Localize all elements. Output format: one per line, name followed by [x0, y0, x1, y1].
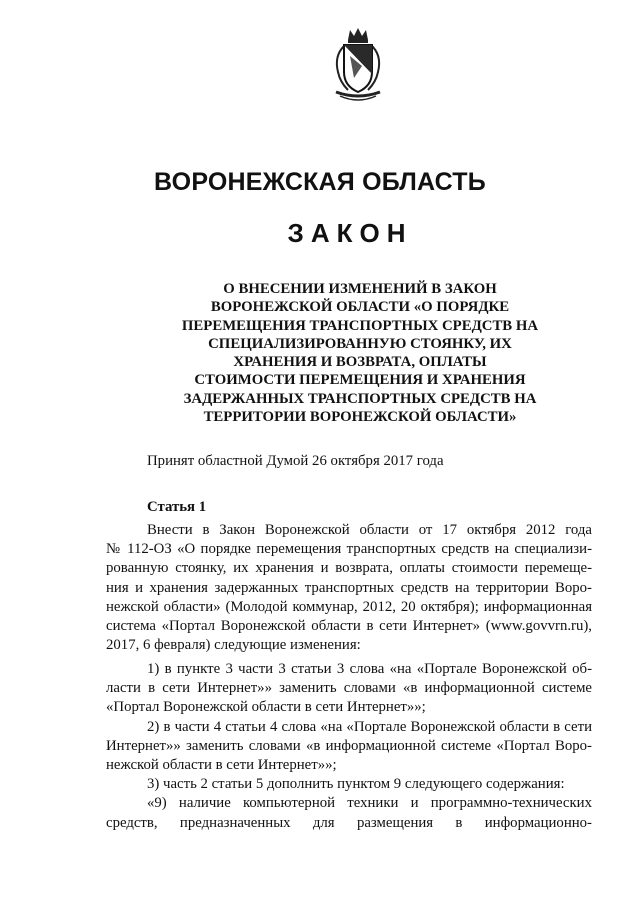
region-heading: ВОРОНЕЖСКАЯ ОБЛАСТЬ	[154, 168, 486, 196]
amendments-list	[106, 660, 592, 833]
text-line: ния и хранения задержанных транспортных средств на территории Воро-	[106, 579, 592, 596]
text-line: ласти в сети Интернет»» заменить словами «в информационной системе	[106, 680, 592, 697]
text-line: № 112-ОЗ «О порядке перемещения транспортных средств на специализи-	[106, 541, 592, 558]
text-line: 2017, 6 февраля) следующие изменения:	[106, 637, 361, 654]
text-line: 2) в части 4 статьи 4 слова «на «Портале Воронежской области в сети	[147, 718, 592, 735]
coat-of-arms-icon	[330, 26, 386, 104]
text-line: «9) наличие компьютерной техники и программно-технических	[147, 795, 592, 812]
law-title-line: ПЕРЕМЕЩЕНИЯ ТРАНСПОРТНЫХ СРЕДСТВ НА	[181, 317, 539, 334]
text-line: нежской области» (Молодой коммунар, 2012, 20 октября); информационная	[106, 598, 592, 615]
law-title-line: ЗАДЕРЖАННЫХ ТРАНСПОРТНЫХ СРЕДСТВ НА	[183, 390, 537, 407]
text-line: 1) в пункте 3 части 3 статьи 3 слова «на «Портале Воронежской об-	[147, 661, 592, 677]
text-line: «Портал Воронежской области в сети Интернет»»;	[106, 699, 426, 716]
law-title-line: ТЕРРИТОРИИ ВОРОНЕЖСКОЙ ОБЛАСТИ»	[203, 409, 517, 426]
law-title-line: ВОРОНЕЖСКОЙ ОБЛАСТИ «О ПОРЯДКЕ	[210, 299, 510, 316]
text-line: Интернет»» заменить словами «в информационной системе «Портал Воро-	[106, 737, 592, 754]
text-line: система «Портал Воронежской области в сети Интернет» (www.govvrn.ru),	[106, 618, 592, 635]
intro-paragraph	[106, 521, 592, 655]
text-line: 3) часть 2 статьи 5 дополнить пунктом 9 следующего содержания:	[147, 776, 565, 793]
text-line: нежской области в сети Интернет»»;	[106, 757, 337, 774]
article-heading: Статья 1	[147, 499, 207, 515]
law-title-line: СПЕЦИАЛИЗИРОВАННУЮ СТОЯНКУ, ИХ	[208, 335, 512, 352]
text-line: рованную стоянку, их хранения и возврата, оплаты стоимости перемеще-	[106, 560, 592, 577]
law-title-line: О ВНЕСЕНИИ ИЗМЕНЕНИЙ В ЗАКОН	[223, 281, 497, 297]
adoption-line: Принят областной Думой 26 октября 2017 года	[147, 453, 444, 469]
text-line: Внести в Закон Воронежской области от 17 октября 2012 года	[147, 522, 592, 538]
text-line: средств, предназначенных для размещения в информационно-	[106, 814, 592, 831]
document-type-heading: ЗАКОН	[287, 218, 413, 248]
law-title-line: СТОИМОСТИ ПЕРЕМЕЩЕНИЯ И ХРАНЕНИЯ	[194, 372, 526, 389]
law-title	[150, 280, 570, 426]
law-title-line: ХРАНЕНИЯ И ВОЗВРАТА, ОПЛАТЫ	[233, 354, 487, 371]
